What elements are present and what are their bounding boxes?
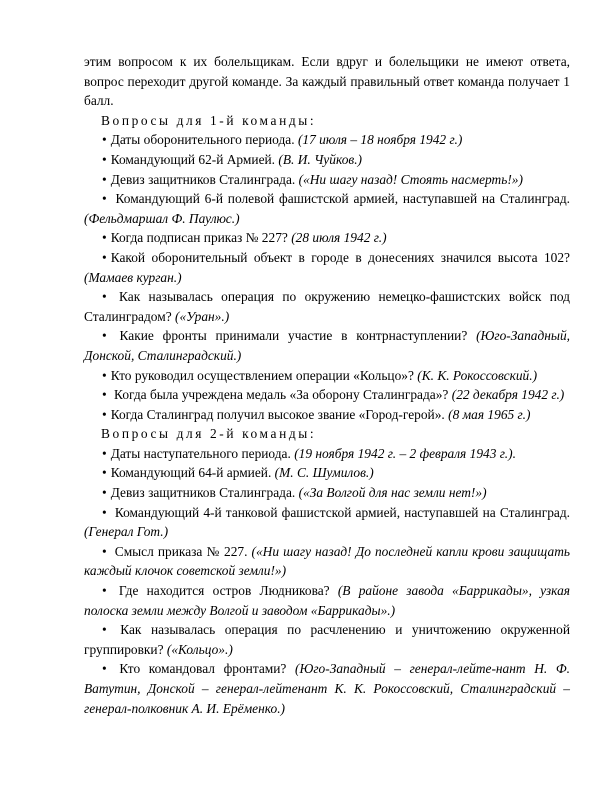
answer-text: («Ни шагу назад! До последней капли крови защищать каждый клочок советской земли!») bbox=[84, 543, 570, 579]
answer-text: (К. К. Рокоссовский.) bbox=[417, 367, 538, 383]
question-text: Девиз защитников Сталинграда. bbox=[110, 171, 299, 187]
question-item bbox=[84, 542, 570, 581]
answer-text: («Кольцо».) bbox=[166, 641, 233, 657]
question-text: Когда подписан приказ № 227? bbox=[110, 230, 292, 246]
answer-text: (В районе завода «Баррикады», узкая полоска земли между Волгой и заводом «Баррикады».) bbox=[84, 583, 571, 618]
answer-text: (22 декабря 1942 г.) bbox=[451, 387, 565, 403]
bullet-icon: • bbox=[102, 230, 107, 246]
answer-text: («За Волгой для нас земли нет!») bbox=[298, 485, 487, 501]
question-item bbox=[84, 405, 570, 425]
question-item bbox=[84, 581, 570, 620]
question-item bbox=[84, 150, 570, 170]
question-text: Какой оборонительный объект в городе в донесениях значился высота 102? bbox=[110, 249, 570, 265]
bullet-icon: • bbox=[102, 171, 107, 187]
answer-text: (Мамаев курган.) bbox=[84, 269, 182, 285]
question-sections bbox=[84, 111, 570, 718]
bullet-icon: • bbox=[102, 661, 107, 677]
question-item bbox=[84, 503, 570, 542]
answer-text: («Уран».) bbox=[175, 308, 230, 324]
question-text: Кто руководил осуществлением операции «Кольцо»? bbox=[110, 367, 418, 383]
question-item bbox=[84, 189, 570, 228]
question-text: Как называлась операция по окружению немецко-фашистских войск под Сталинградом? bbox=[84, 289, 570, 324]
bullet-icon: • bbox=[102, 289, 107, 305]
question-item bbox=[84, 287, 570, 326]
answer-text: (Фельдмаршал Ф. Паулюс.) bbox=[84, 210, 240, 226]
question-text: Командующий 6-й полевой фашистской армией, наступавшей на Сталинград. bbox=[110, 191, 570, 207]
answer-text: (28 июля 1942 г.) bbox=[291, 230, 387, 246]
answer-text: (М. С. Шумилов.) bbox=[274, 465, 374, 481]
question-text: Даты наступательного периода. bbox=[110, 445, 295, 461]
bullet-icon: • bbox=[102, 151, 107, 167]
question-item bbox=[84, 483, 570, 503]
bullet-icon: • bbox=[102, 387, 107, 403]
question-text: Когда была учреждена медаль «За оборону Сталинграда»? bbox=[110, 387, 452, 403]
question-text: Когда Сталинград получил высокое звание «Город-герой». bbox=[110, 406, 449, 422]
bullet-icon: • bbox=[102, 445, 107, 461]
answer-text: (8 мая 1965 г.) bbox=[448, 406, 531, 422]
question-item bbox=[84, 130, 570, 150]
bullet-icon: • bbox=[102, 504, 107, 520]
question-text: Командующий 64-й армией. bbox=[110, 465, 275, 481]
bullet-icon: • bbox=[102, 465, 107, 481]
question-text: Как называлась операция по расчленению и уничтожению окруженной группировки? bbox=[84, 622, 570, 657]
question-item bbox=[84, 444, 570, 464]
intro-paragraph: этим вопросом к их болельщикам. Если вдруг и болельщики не имеют ответа, вопрос переходит другой команде. За каждый правильный ответ команда получает 1 балл. bbox=[84, 54, 570, 109]
answer-text: (Генерал Гот.) bbox=[84, 524, 169, 540]
question-text: Командующий 62-й Армией. bbox=[110, 151, 279, 167]
question-item bbox=[84, 228, 570, 248]
bullet-icon: • bbox=[102, 132, 107, 148]
bullet-icon: • bbox=[102, 622, 107, 638]
bullet-icon: • bbox=[102, 406, 107, 422]
question-item bbox=[84, 463, 570, 483]
question-item bbox=[84, 385, 570, 405]
answer-text: (19 ноября 1942 г. – 2 февраля 1943 г.). bbox=[294, 445, 516, 461]
bullet-icon: • bbox=[102, 328, 107, 344]
question-text: Девиз защитников Сталинграда. bbox=[110, 485, 299, 501]
question-text: Где находится остров Людникова? bbox=[110, 583, 338, 599]
bullet-icon: • bbox=[102, 249, 107, 265]
answer-text: (Юго-Западный – генерал-лейте-нант Н. Ф. Ватутин, Донской – генерал-лейтенант К. К. Рокоссовский, Сталинградский – генерал-полковник А. И. Ерёменко.) bbox=[84, 661, 570, 716]
answer-text: (Юго-Западный, Донской, Сталинградский.) bbox=[84, 328, 570, 363]
question-item bbox=[84, 366, 570, 386]
bullet-icon: • bbox=[102, 583, 107, 599]
question-item bbox=[84, 620, 570, 659]
question-text: Даты оборонительного периода. bbox=[110, 132, 298, 148]
section-heading: Вопросы для 1-й команды: bbox=[101, 112, 317, 128]
question-item bbox=[84, 659, 570, 718]
answer-text: (В. И. Чуйков.) bbox=[278, 151, 363, 167]
answer-text: (17 июля – 18 ноября 1942 г.) bbox=[297, 132, 463, 148]
bullet-icon: • bbox=[102, 543, 107, 559]
question-item bbox=[84, 170, 570, 190]
bullet-icon: • bbox=[102, 191, 107, 207]
answer-text: («Ни шагу назад! Стоять насмерть!») bbox=[298, 171, 523, 187]
question-item bbox=[84, 248, 570, 287]
bullet-icon: • bbox=[102, 485, 107, 501]
question-item bbox=[84, 326, 570, 365]
question-text: Какие фронты принимали участие в контрнаступлении? bbox=[110, 328, 477, 344]
question-text: Смысл приказа № 227. bbox=[110, 543, 252, 559]
document-page bbox=[84, 52, 570, 718]
question-text: Кто командовал фронтами? bbox=[110, 661, 296, 677]
question-text: Командующий 4-й танковой фашистской армией, наступавшей на Сталинград. bbox=[110, 504, 570, 520]
bullet-icon: • bbox=[102, 367, 107, 383]
section-heading: Вопросы для 2-й команды: bbox=[101, 426, 317, 442]
